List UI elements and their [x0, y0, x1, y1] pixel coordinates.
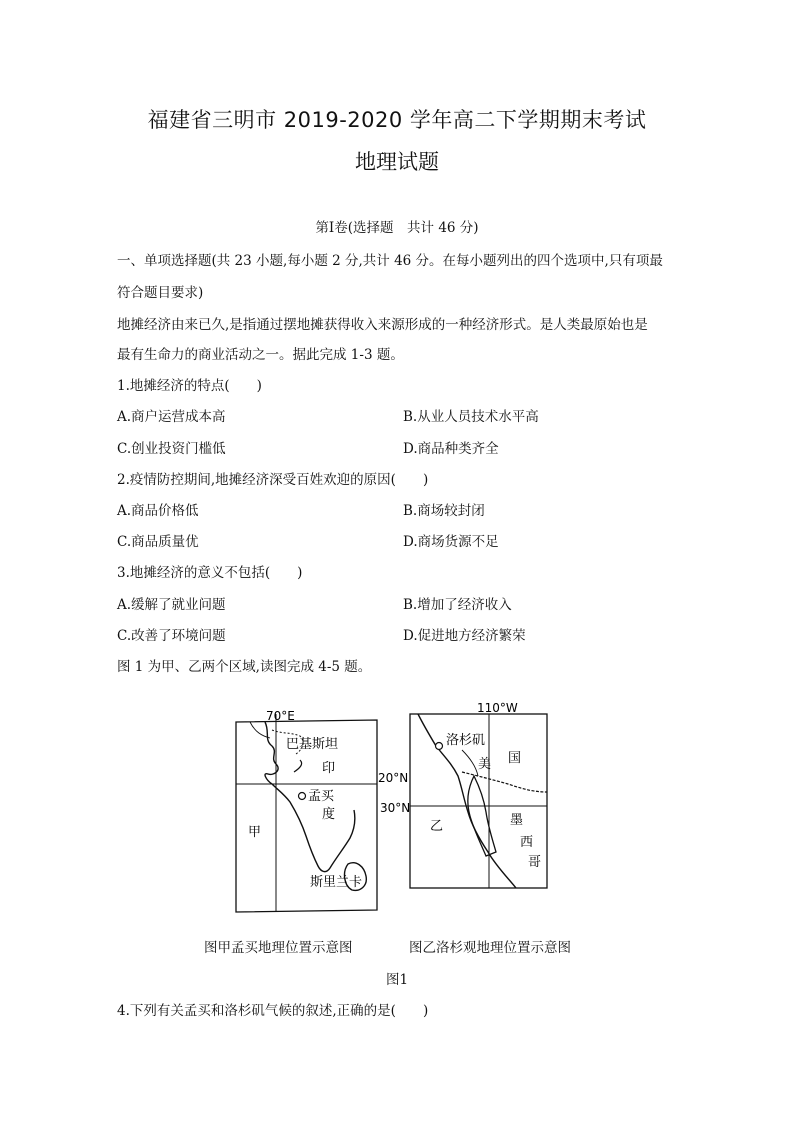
map-b-usa-label-2: 国 — [508, 751, 522, 766]
map-a-jia-label: 甲 — [248, 825, 262, 840]
instruction-line-1: 一、单项选择题(共 23 小题,每小题 2 分,共计 46 分。在每小题列出的四个选项中,只有项最 — [117, 253, 663, 269]
document-subtitle: 地理试题 — [355, 150, 439, 174]
map-a-india-label-2: 度 — [322, 807, 336, 822]
question-3-option-d: D.促进地方经济繁荣 — [403, 628, 526, 644]
map-b-usa-label-1: 美 — [478, 757, 492, 772]
map-a-mumbai-marker — [299, 793, 306, 800]
passage-line-2: 最有生命力的商业活动之一。据此完成 1-3 题。 — [117, 347, 404, 363]
question-1-option-c: C.创业投资门槛低 — [117, 441, 226, 457]
question-1-option-d: D.商品种类齐全 — [403, 441, 499, 457]
map-a-mumbai-label: 孟买 — [308, 789, 335, 804]
caption-map-a: 图甲孟买地理位置示意图 — [204, 940, 353, 956]
section-heading: 第Ⅰ卷(选择题 共计 46 分) — [315, 220, 479, 236]
question-2-stem: 2.疫情防控期间,地摊经济深受百姓欢迎的原因( ) — [117, 472, 429, 488]
question-1-option-a: A.商户运营成本高 — [117, 409, 226, 425]
caption-map-b: 图乙洛杉观地理位置示意图 — [409, 940, 571, 956]
map-b-la-label: 洛杉矶 — [446, 733, 486, 748]
figure-intro: 图 1 为甲、乙两个区域,读图完成 4-5 题。 — [117, 659, 372, 675]
map-b-latitude-label: 30°N — [380, 801, 411, 815]
map-b-gulf — [468, 776, 496, 856]
map-a-longitude-label: 70°E — [266, 709, 295, 723]
question-3-option-c: C.改善了环境问题 — [117, 628, 226, 644]
question-3-option-a: A.缓解了就业问题 — [117, 597, 226, 613]
question-3-stem: 3.地摊经济的意义不包括( ) — [117, 565, 303, 581]
instruction-line-2: 符合题目要求) — [117, 285, 204, 301]
question-1-option-b: B.从业人员技术水平高 — [403, 409, 539, 425]
map-a-india-label-1: 印 — [322, 761, 336, 776]
passage-line-1: 地摊经济由来已久,是指通过摆地摊获得收入来源形成的一种经济形式。是人类最原始也是 — [117, 317, 648, 333]
map-b-mexico-label-2: 西 — [520, 835, 534, 850]
map-b-mexico-label-1: 墨 — [510, 813, 524, 828]
map-b-longitude-label: 110°W — [477, 701, 518, 715]
question-2-option-b: B.商场较封闭 — [403, 503, 485, 519]
figure-maps — [0, 692, 794, 932]
map-b-border — [462, 772, 547, 792]
document-title: 福建省三明市 2019-2020 学年高二下学期期末考试 — [147, 108, 647, 132]
map-a-latitude-label: 20°N — [378, 771, 409, 785]
map-b-mexico-label-3: 哥 — [528, 855, 542, 870]
map-b-la-marker — [436, 743, 443, 750]
map-losangeles — [380, 701, 547, 888]
question-2-option-a: A.商品价格低 — [117, 503, 199, 519]
figure-caption: 图1 — [385, 972, 409, 988]
map-b-yi-label: 乙 — [430, 819, 444, 834]
question-1-stem: 1.地摊经济的特点( ) — [117, 378, 262, 394]
question-2-option-c: C.商品质量优 — [117, 534, 199, 550]
map-a-gulf — [294, 760, 302, 772]
question-2-option-d: D.商场货源不足 — [403, 534, 499, 550]
map-a-srilanka-label: 斯里兰卡 — [310, 875, 363, 890]
question-3-option-b: B.增加了经济收入 — [403, 597, 512, 613]
question-4-stem: 4.下列有关孟买和洛杉矶气候的叙述,正确的是( ) — [117, 1003, 429, 1019]
map-a-pakistan-label: 巴基斯坦 — [286, 737, 339, 752]
